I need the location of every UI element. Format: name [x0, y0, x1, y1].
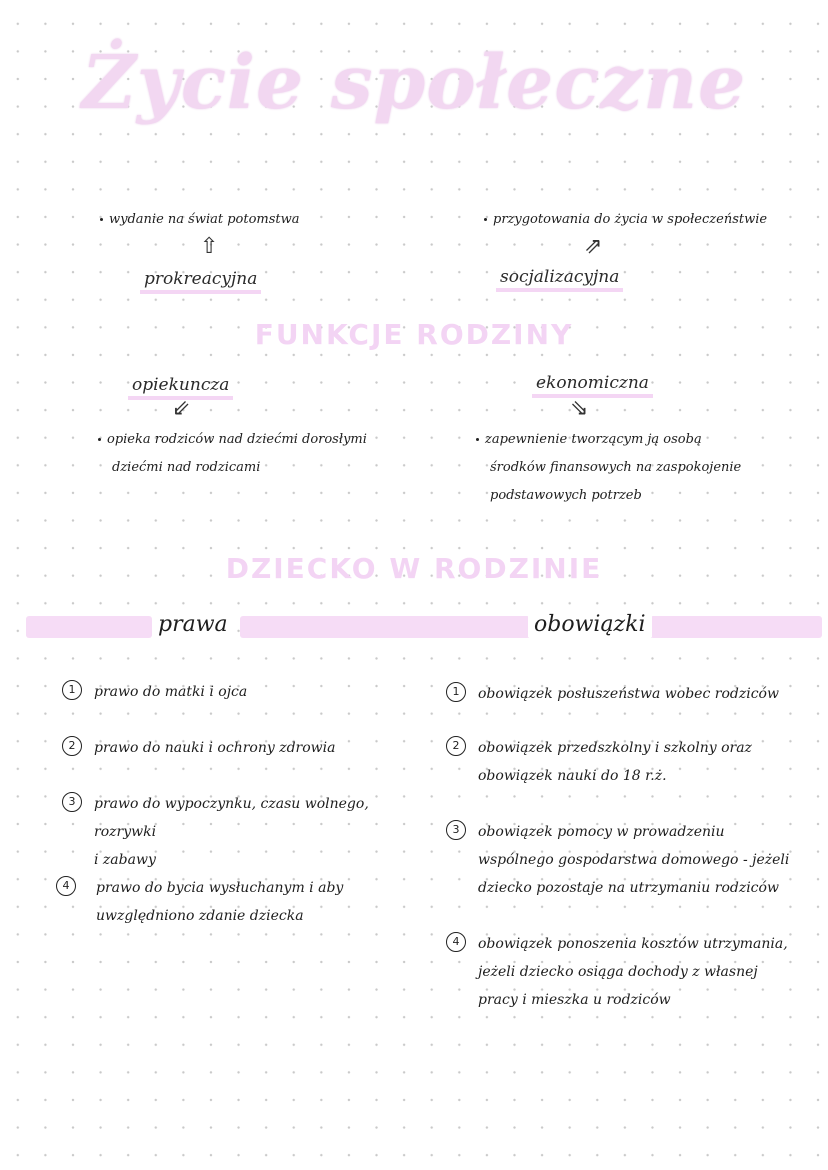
number-circle-icon: 3	[62, 792, 82, 812]
function-prokreacyjna: prokreacyjna	[140, 268, 261, 294]
list-item: 1 prawo do matki i ojca	[62, 678, 402, 706]
number-circle-icon: 1	[62, 680, 82, 700]
socjalizacyjna-description: przygotowania do życia w społeczeństwie	[484, 206, 767, 234]
list-item: 2 obowiązek przedszkolny i szkolny oraz obowiązek nauki do 18 r.ż.	[446, 734, 816, 790]
number-circle-icon: 4	[446, 932, 466, 952]
arrow-up-icon: ⇧	[200, 234, 219, 259]
number-circle-icon: 1	[446, 682, 466, 702]
function-socjalizacyjna: socjalizacyjna	[496, 266, 623, 292]
arrow-down-left-icon: ⇙	[172, 396, 191, 421]
functions-heading: FUNKCJE RODZINY	[254, 318, 574, 351]
page-title: Życie społeczne	[81, 40, 747, 126]
list-item: 4 obowiązek ponoszenia kosztów utrzymania, jeżeli dziecko osiąga dochody z własnej pracy i mieszka u rodziców	[446, 930, 822, 1014]
arrow-down-right-icon: ⇘	[570, 396, 589, 421]
bullet-icon	[98, 438, 101, 441]
number-circle-icon: 2	[446, 736, 466, 756]
opiekuncza-description: opieka rodziców nad dziećmi dorosłymi dziećmi nad rodzicami	[98, 426, 367, 482]
child-heading: DZIECKO W RODZINIE	[225, 552, 603, 585]
list-item: 4 prawo do bycia wysłuchanym i aby uwzględniono zdanie dziecka	[56, 874, 402, 930]
ekonomiczna-description: zapewnienie tworzącym ją osobą środków finansowych na zaspokojenie podstawowych potrzeb	[476, 426, 741, 510]
function-opiekuncza: opiekuncza	[128, 374, 233, 400]
arrow-up-right-icon: ⇗	[584, 234, 603, 259]
highlight-band	[26, 616, 152, 638]
list-item: 2 prawo do nauki i ochrony zdrowia	[62, 734, 402, 762]
highlight-band	[240, 616, 530, 638]
list-item: 1 obowiązek posłuszeństwa wobec rodziców	[446, 680, 816, 708]
bullet-icon	[100, 218, 103, 221]
duties-heading: obowiązki	[528, 612, 652, 637]
rights-heading: prawa	[152, 612, 234, 637]
number-circle-icon: 3	[446, 820, 466, 840]
highlight-band	[650, 616, 822, 638]
number-circle-icon: 2	[62, 736, 82, 756]
list-item: 3 obowiązek pomocy w prowadzeniu wspólnego gospodarstwa domowego - jeżeli dziecko pozostaje na utrzymaniu rodziców	[446, 818, 822, 902]
bullet-icon	[484, 218, 487, 221]
function-ekonomiczna: ekonomiczna	[532, 372, 653, 398]
bullet-icon	[476, 438, 479, 441]
list-item: 3 prawo do wypoczynku, czasu wolnego, rozrywki i zabawy	[62, 790, 402, 874]
number-circle-icon: 4	[56, 876, 76, 896]
prokreacyjna-description: wydanie na świat potomstwa	[100, 206, 300, 234]
